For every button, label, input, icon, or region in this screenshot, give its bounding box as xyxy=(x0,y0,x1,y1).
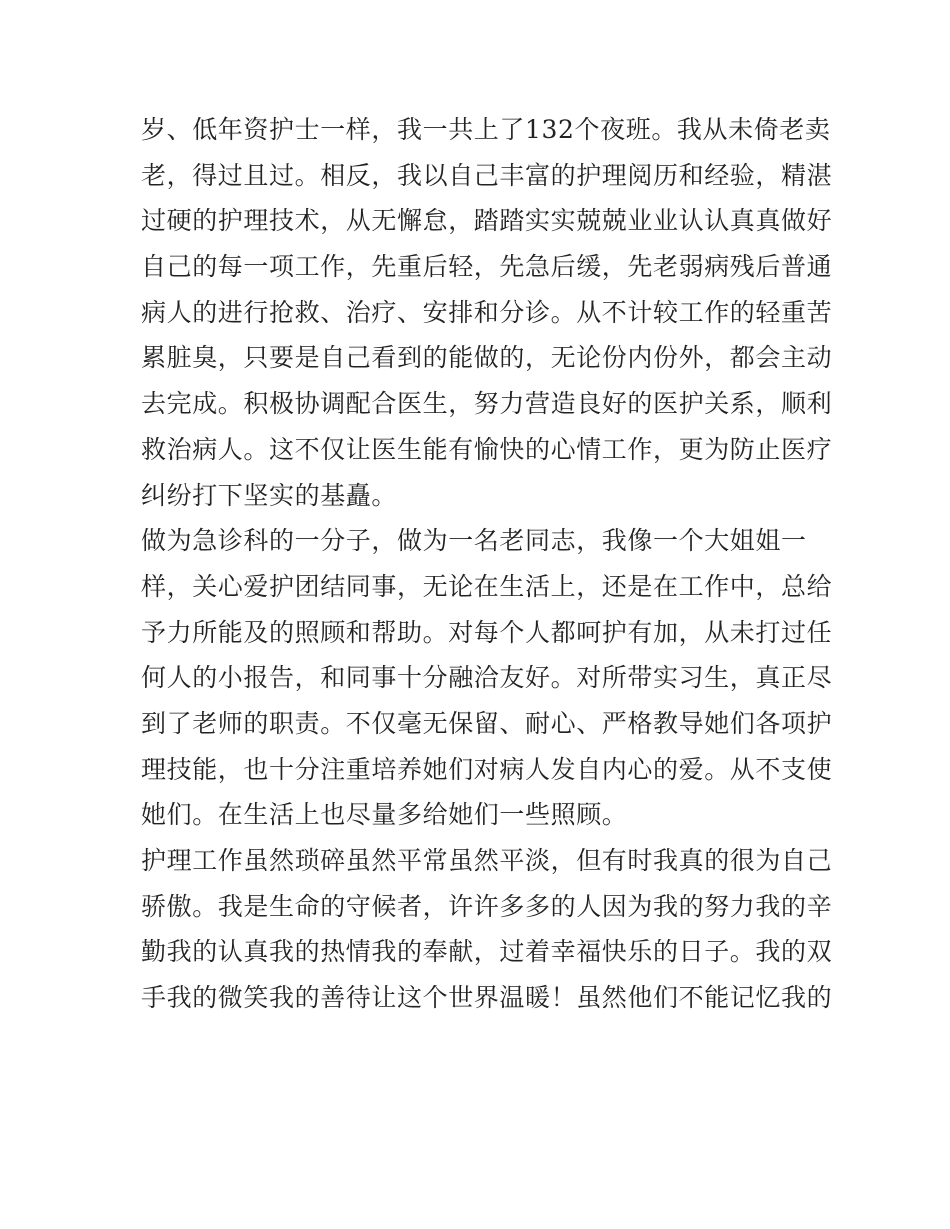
text-line: 理技能，也十分注重培养她们对病人发自内心的爱。从不支使 xyxy=(141,754,833,784)
text-line: 救治病人。这不仅让医生能有愉快的心情工作，更为防止医疗 xyxy=(141,434,833,464)
text-line: 自己的每一项工作，先重后轻，先急后缓，先老弱病残后普通 xyxy=(141,252,833,282)
text-line: 到了老师的职责。不仅毫无保留、耐心、严格教导她们各项护 xyxy=(141,708,833,738)
text-line: 病人的进行抢救、治疗、安排和分诊。从不计较工作的轻重苦 xyxy=(141,297,833,327)
text-line: 她们。在生活上也尽量多给她们一些照顾。 xyxy=(141,800,628,830)
text-line: 何人的小报告，和同事十分融洽友好。对所带实习生，真正尽 xyxy=(141,663,833,693)
text-line: 手我的微笑我的善待让这个世界温暖！虽然他们不能记忆我的 xyxy=(141,983,833,1013)
text-line: 纠纷打下坚实的基矗。 xyxy=(141,480,398,510)
text-line: 做为急诊科的一分子，做为一名老同志，我像一个大姐姐一 xyxy=(141,526,807,556)
text-line: 累脏臭，只要是自己看到的能做的，无论份内份外，都会主动 xyxy=(141,343,833,373)
text-line: 岁、低年资护士一样，我一共上了132个夜班。我从未倚老卖 xyxy=(141,115,831,144)
text-line: 去完成。积极协调配合医生，努力营造良好的医护关系，顺利 xyxy=(141,389,833,419)
text-line: 老，得过且过。相反，我以自己丰富的护理阅历和经验，精湛 xyxy=(141,160,833,190)
text-line: 予力所能及的照顾和帮助。对每个人都呵护有加，从未打过任 xyxy=(141,617,833,647)
text-line: 骄傲。我是生命的守候者，许许多多的人因为我的努力我的辛 xyxy=(141,891,833,921)
text-line: 样，关心爱护团结同事，无论在生活上，还是在工作中，总给 xyxy=(141,571,833,601)
text-line: 护理工作虽然琐碎虽然平常虽然平淡，但有时我真的很为自己 xyxy=(141,846,833,875)
text-line: 过硬的护理技术，从无懈怠，踏踏实实兢兢业业认认真真做好 xyxy=(141,206,833,236)
body-text xyxy=(141,107,833,1021)
text-line: 勤我的认真我的热情我的奉献，过着幸福快乐的日子。我的双 xyxy=(141,937,833,967)
